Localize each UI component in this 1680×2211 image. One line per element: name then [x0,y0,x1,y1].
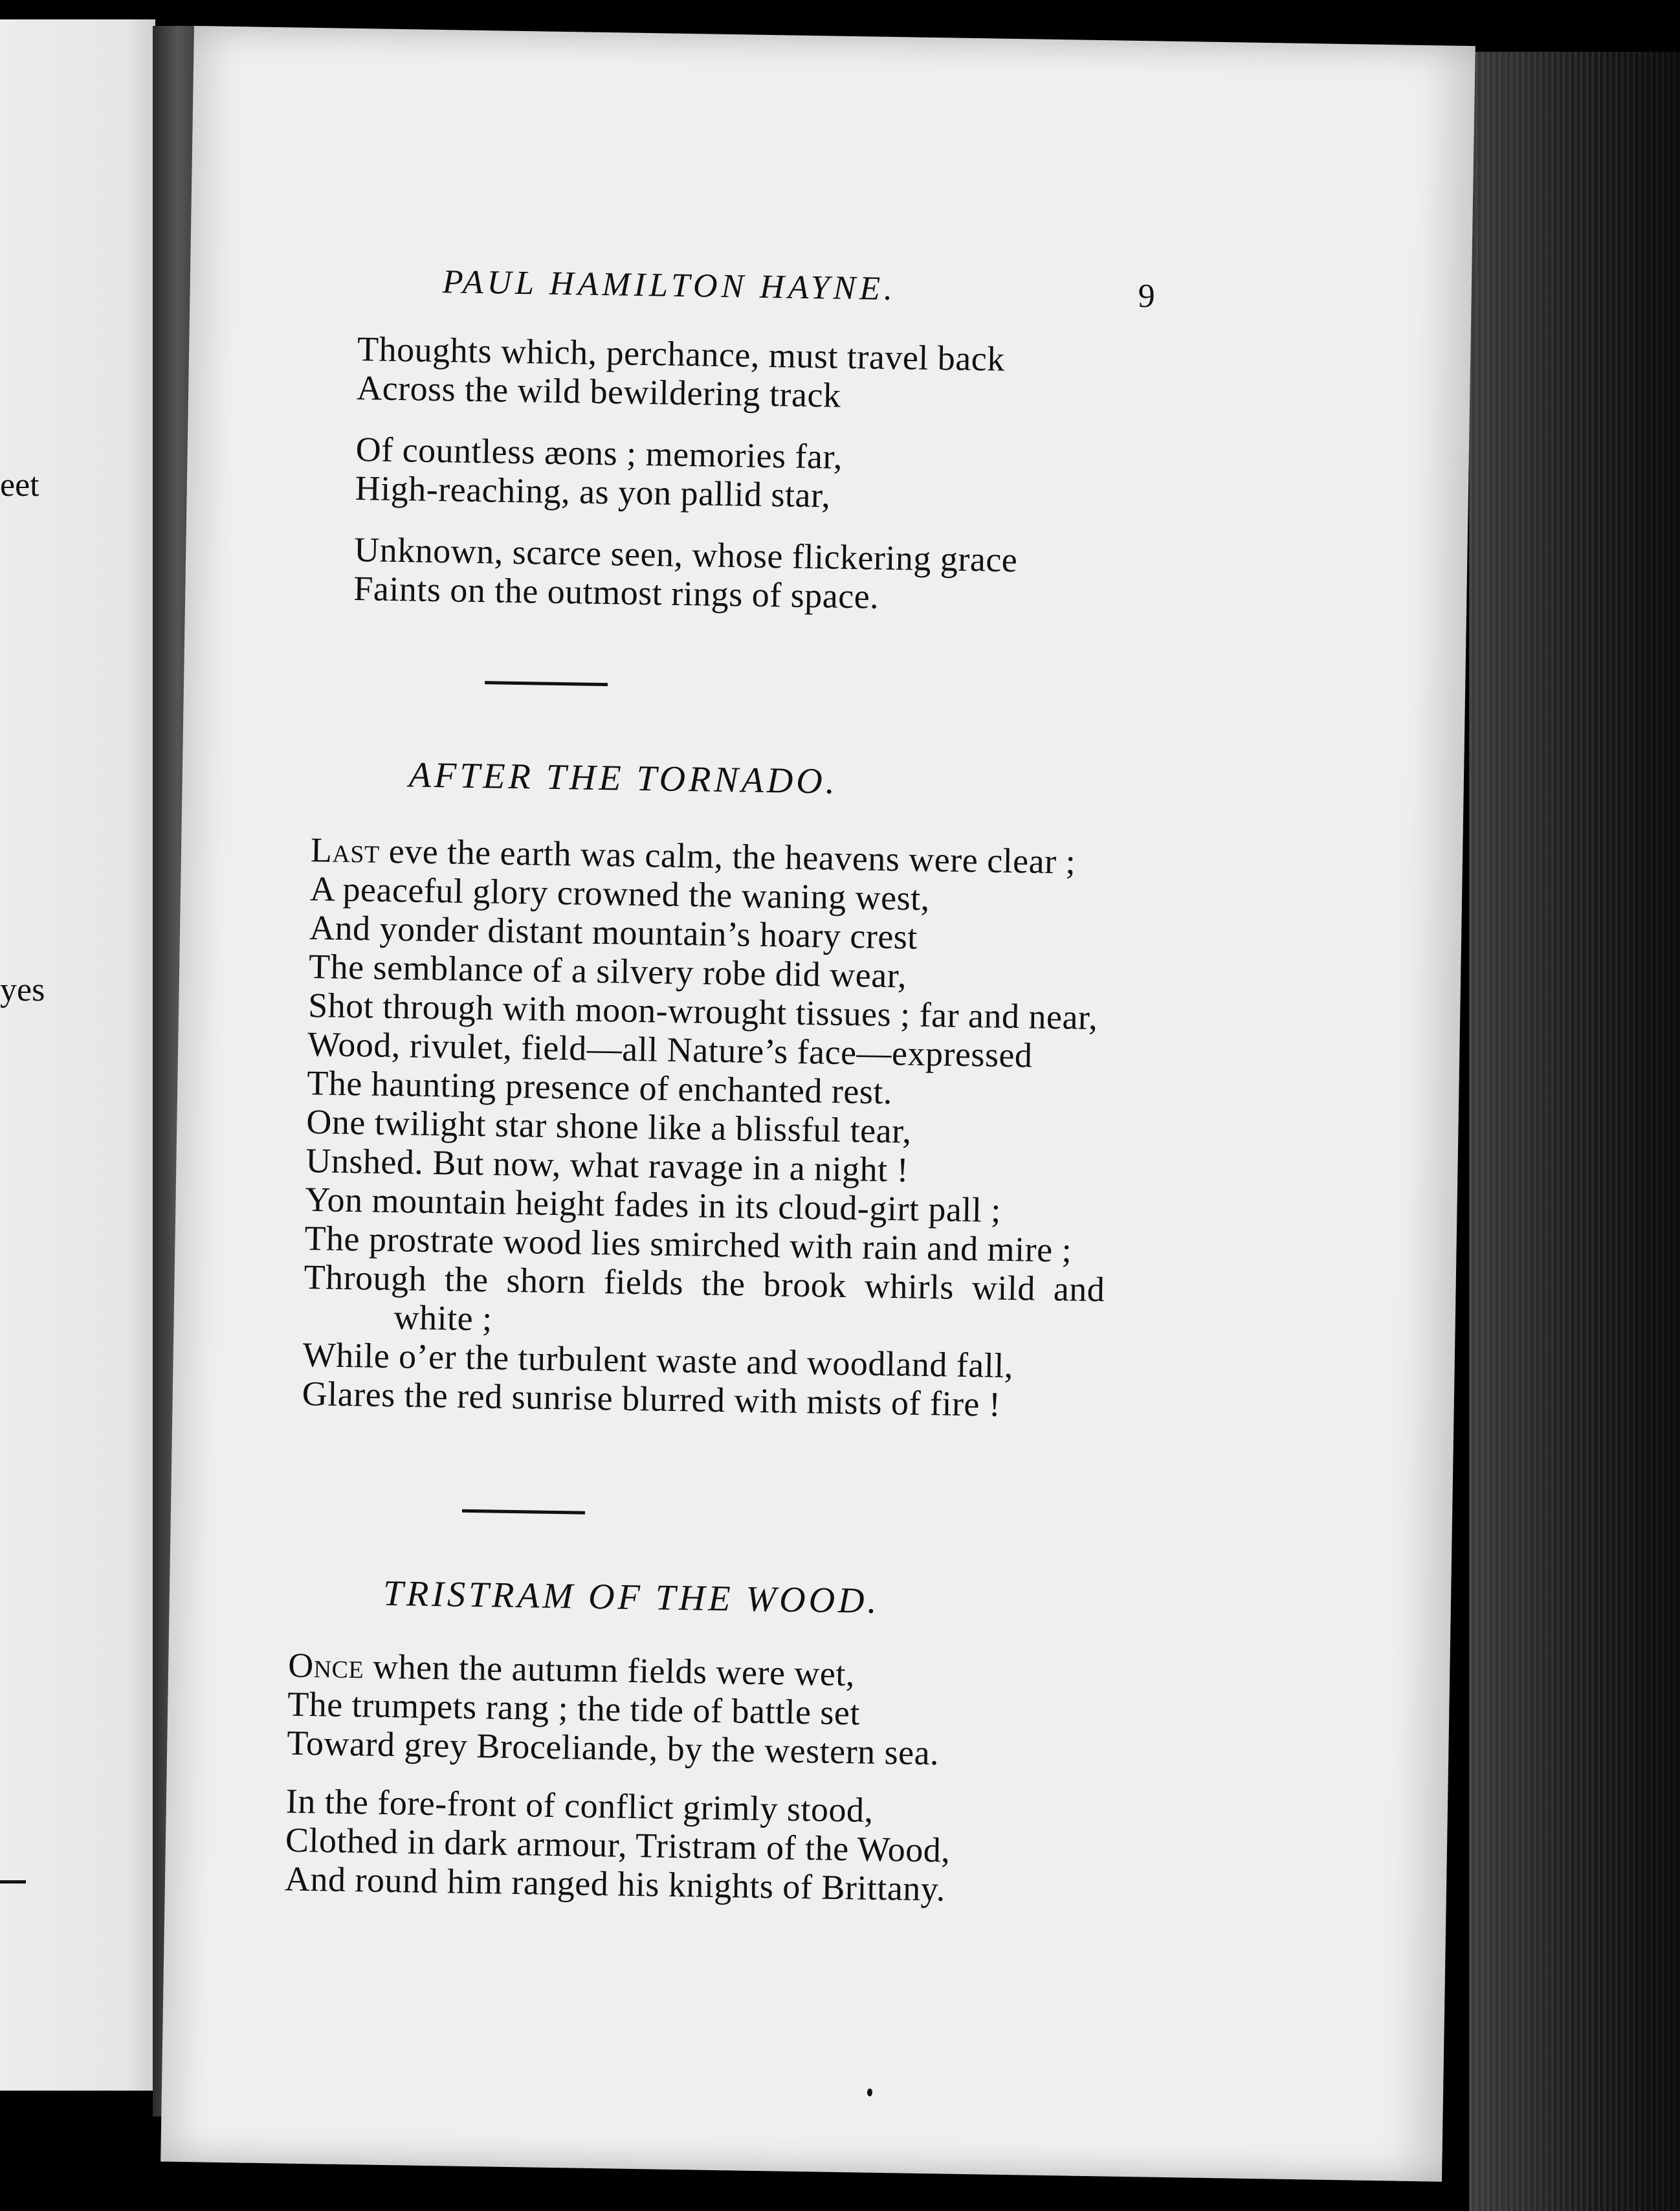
verse-line: In the fore-front of conflict grimly stood, [285,1781,874,1830]
verse-line: Clothed in dark armour, Tristram of the Wood, [285,1820,951,1870]
facing-page-fragment: eet [0,467,39,504]
stanza [357,329,1005,417]
verse-line: Glares the red sunrise blurred with mists of fire ! [302,1373,1001,1424]
stanza [353,530,1018,618]
verse-line: The haunting presence of enchanted rest. [306,1063,893,1112]
facing-page-left [0,19,155,2091]
drop-word: Once [287,1645,364,1686]
verse-line: High-reaching, as yon pallid star, [355,469,831,515]
verse-line: The trumpets rang ; the tide of battle set [287,1684,861,1733]
verse-line-rest: eve the earth was calm, the heavens were clear ; [379,831,1076,882]
verse-line: Shot through with moon-wrought tissues ; far and near, [307,985,1098,1038]
stanza [287,1646,941,1773]
poem-title: TRISTRAM OF THE WOOD. [382,1573,881,1621]
verse-line: While o’er the turbulent waste and woodland fall, [302,1335,1014,1386]
verse-line: Through the shorn fields the brook whirls wild and [304,1257,1105,1309]
verse-line: Across the wild bewildering track [356,368,841,415]
verse-line: Unshed. But now, what ravage in a night ! [305,1140,909,1190]
running-head: PAUL HAMILTON HAYNE. [442,263,897,308]
poem-body [302,830,1112,1425]
verse-line: The semblance of a silvery robe did wear, [308,946,907,995]
facing-page-fragment: yes [0,972,45,1008]
verse-line: One twilight star shone like a blissful tear, [305,1102,912,1151]
facing-page-rule [0,1880,26,1883]
verse-line: The prostrate wood lies smirched with rain and mire ; [304,1218,1072,1270]
book-page [160,26,1476,2182]
verse-line-continuation: white ; [393,1298,493,1339]
stanza [285,1782,951,1909]
page-number: 9 [1138,277,1156,315]
verse-line: And yonder distant mountain’s hoary crest [309,907,918,957]
poem-title: AFTER THE TORNADO. [408,755,839,802]
section-divider [462,1509,585,1515]
page-fore-edges [1469,52,1680,2211]
verse-line: Unknown, scarce seen, whose flickering grace [353,529,1018,580]
verse-line: A peaceful glory crowned the waning west, [309,869,931,918]
verse-line-rest: when the autumn fields were wet, [363,1647,856,1694]
verse-line: Faints on the outmost rings of space. [353,568,879,616]
ink-speck [867,2089,872,2096]
stanza [355,430,843,515]
verse-line: Thoughts which, perchance, must travel back [357,329,1006,379]
section-divider [485,681,608,686]
drop-word: Last [310,830,381,871]
verse-line: Wood, rivulet, field—all Nature’s face—expressed [307,1024,1033,1075]
verse-line: Yon mountain height fades in its cloud-girt pall ; [305,1179,1002,1230]
verse-line: Toward grey Broceliande, by the western sea. [286,1723,940,1773]
verse-line: And round him ranged his knights of Brittany. [284,1859,946,1909]
verse-line: Of countless æons ; memories far, [355,430,843,476]
